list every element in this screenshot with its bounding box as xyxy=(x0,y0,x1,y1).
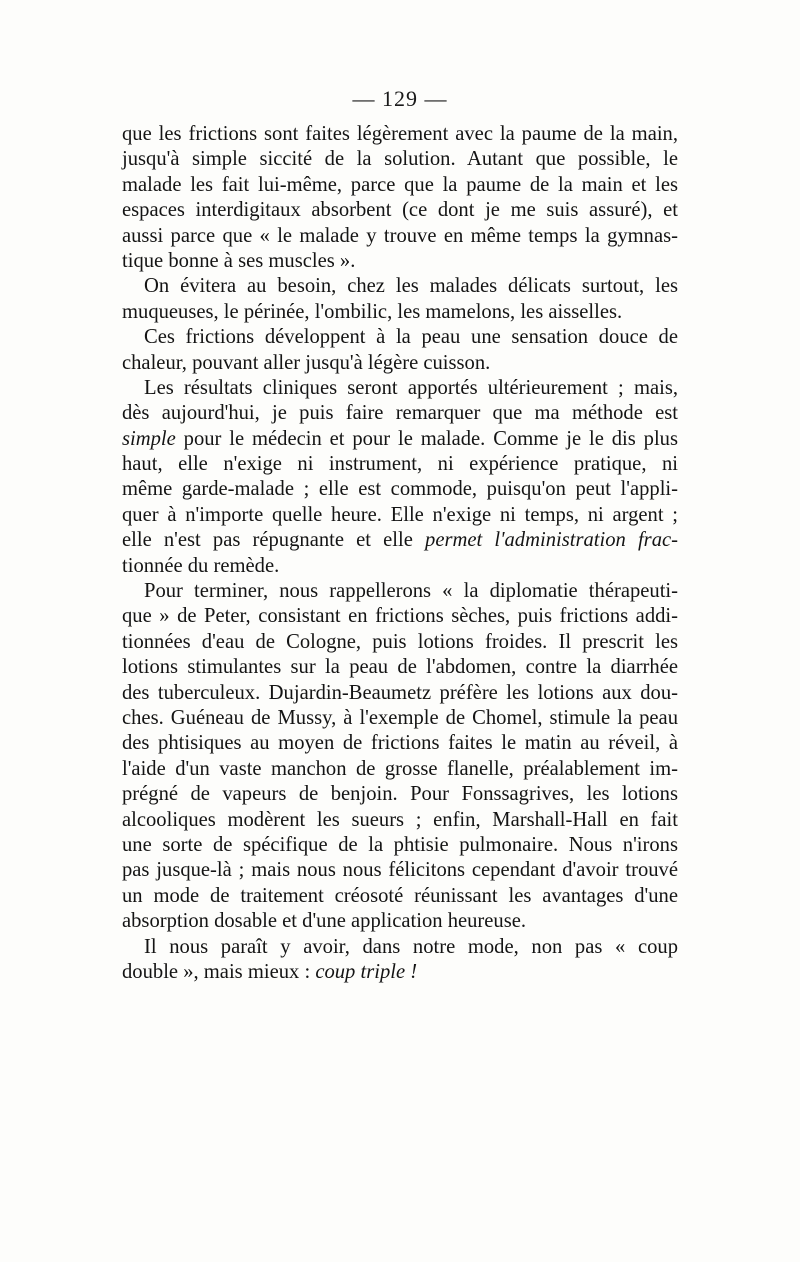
page-number: — 129 — xyxy=(352,86,448,111)
text-line: jusqu'à simple siccité de la solution. Autant que possible, le xyxy=(122,148,678,171)
text-line: pas jusque-là ; mais nous nous félicitons cependant d'avoir trouvé xyxy=(122,859,678,882)
text-line: Pour terminer, nous rappellerons « la diplomatie thérapeuti- xyxy=(144,580,678,603)
text-line: même garde-malade ; elle est commode, puisqu'on peut l'appli- xyxy=(122,478,678,501)
paragraph xyxy=(122,376,678,579)
text-line: une sorte de spécifique de la phtisie pulmonaire. Nous n'irons xyxy=(122,833,678,856)
text-line: des phtisiques au moyen de frictions faites le matin au réveil, à xyxy=(122,732,678,755)
body-text xyxy=(122,122,678,985)
text-line: muqueuses, le périnée, l'ombilic, les mamelons, les aisselles. xyxy=(122,300,623,323)
text-line: ches. Guéneau de Mussy, à l'exemple de Chomel, stimule la peau xyxy=(122,706,678,729)
text-line: aussi parce que « le malade y trouve en même temps la gymnas- xyxy=(122,224,678,247)
paragraph xyxy=(122,122,678,274)
text-line: espaces interdigitaux absorbent (ce dont je me suis assuré), et xyxy=(122,199,678,222)
text-line: des tuberculeux. Dujardin-Beaumetz préfère les lotions aux dou- xyxy=(122,681,678,704)
text-line: simple pour le médecin et pour le malade. Comme je le dis plus xyxy=(122,427,678,450)
text-line: quer à n'importe quelle heure. Elle n'exige ni temps, ni argent ; xyxy=(122,503,678,526)
paragraph xyxy=(122,274,678,325)
text-line: elle n'est pas répugnante et elle permet l'administration frac- xyxy=(122,529,678,552)
text-line: Il nous paraît y avoir, dans notre mode, non pas « coup xyxy=(144,935,678,958)
text-line: tique bonne à ses muscles ». xyxy=(122,249,356,272)
text-line: On évitera au besoin, chez les malades délicats surtout, les xyxy=(144,275,678,298)
text-line: Les résultats cliniques seront apportés ultérieurement ; mais, xyxy=(144,376,678,399)
paragraph xyxy=(122,579,678,934)
text-line: dès aujourd'hui, je puis faire remarquer que ma méthode est xyxy=(122,402,678,425)
text-line: tionnées d'eau de Cologne, puis lotions froides. Il prescrit les xyxy=(122,630,678,653)
text-line: l'aide d'un vaste manchon de grosse flanelle, préalablement im- xyxy=(122,757,678,780)
text-line: prégné de vapeurs de benjoin. Pour Fonssagrives, les lotions xyxy=(122,783,678,806)
text-line: malade les fait lui-même, parce que la paume de la main et les xyxy=(122,173,678,196)
text-line: Ces frictions développent à la peau une sensation douce de xyxy=(144,326,678,349)
text-line: tionnée du remède. xyxy=(122,554,280,577)
text-line: alcooliques modèrent les sueurs ; enfin, Marshall-Hall en fait xyxy=(122,808,678,831)
text-line: chaleur, pouvant aller jusqu'à légère cuisson. xyxy=(122,351,491,374)
paragraph xyxy=(122,935,678,986)
text-line: lotions stimulantes sur la peau de l'abdomen, contre la diarrhée xyxy=(122,656,678,679)
text-line: que » de Peter, consistant en frictions sèches, puis frictions addi- xyxy=(122,605,678,628)
text-line: un mode de traitement créosoté réunissant les avantages d'une xyxy=(122,884,678,907)
text-line: double », mais mieux : coup triple ! xyxy=(122,960,418,983)
text-line: que les frictions sont faites légèrement avec la paume de la main, xyxy=(122,123,678,145)
text-line: absorption dosable et d'une application heureuse. xyxy=(122,910,527,933)
text-line: haut, elle n'exige ni instrument, ni expérience pratique, ni xyxy=(122,453,678,476)
paragraph xyxy=(122,325,678,376)
